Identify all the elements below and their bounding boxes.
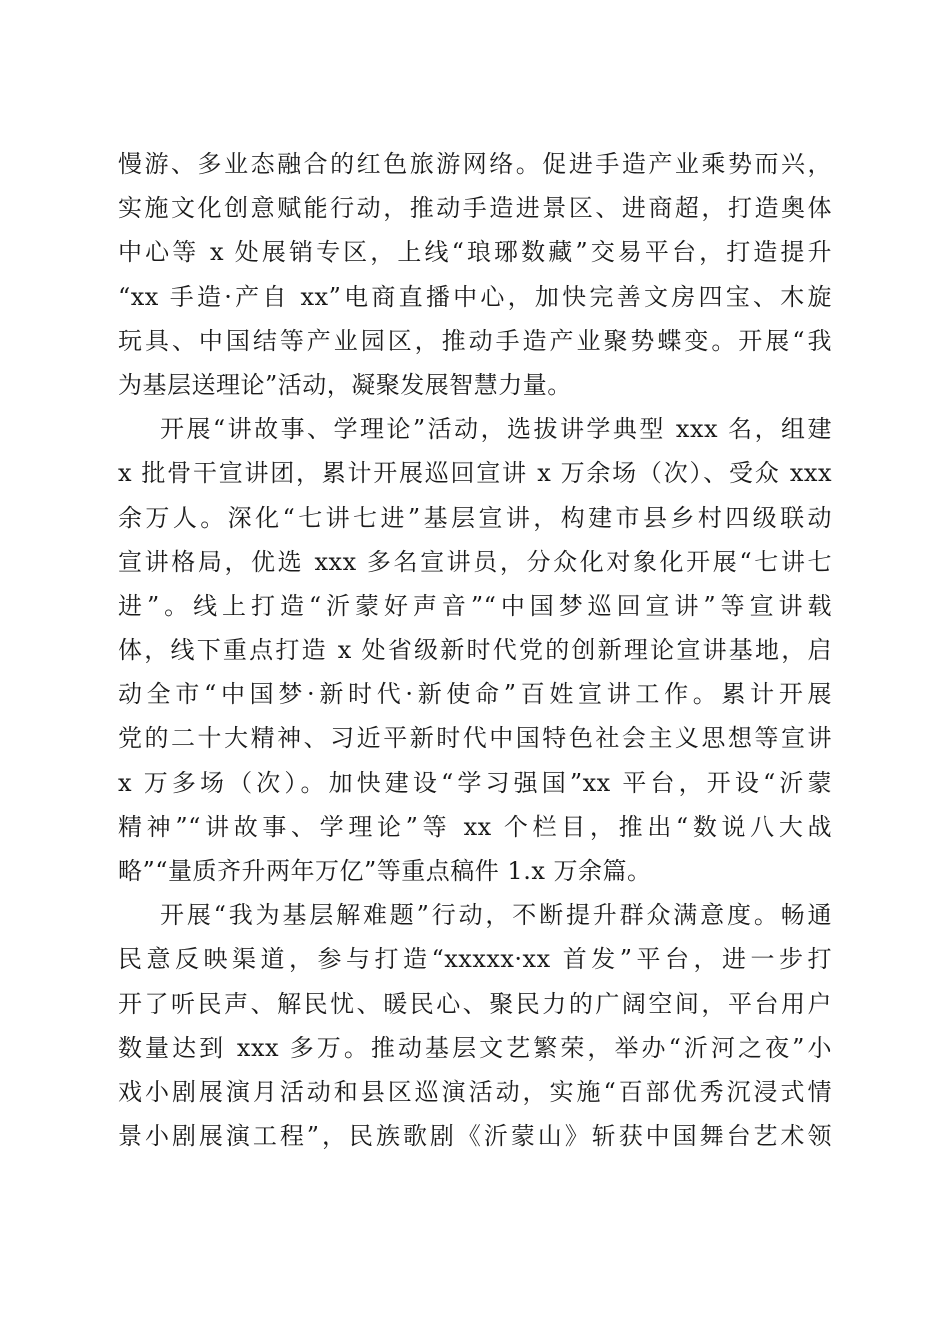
text-line: 进”。线上打造“沂蒙好声音”“中国梦巡回宣讲”等宣讲载 [118, 591, 832, 620]
text-line: 动全市“中国梦·新时代·新使命”百姓宣讲工作。累计开展 [118, 680, 832, 709]
document-body [118, 142, 832, 1158]
text-line: 戏小剧展演月活动和县区巡演活动，实施“百部优秀沉浸式情 [118, 1077, 832, 1106]
text-line: 党的二十大精神、习近平新时代中国特色社会主义思想等宣讲 [118, 724, 832, 753]
text-line: 开展“讲故事、学理论”活动，选拔讲学典型 xxx 名，组建 [160, 415, 832, 444]
text-line: 数量达到 xxx 多万。推动基层文艺繁荣，举办“沂河之夜”小 [118, 1033, 832, 1062]
text-line: “xx 手造·产自 xx”电商直播中心，加快完善文房四宝、木旋 [118, 282, 832, 311]
text-line: 中心等 x 处展销专区，上线“琅琊数藏”交易平台，打造提升 [118, 238, 832, 267]
text-line: 略”“量质齐升两年万亿”等重点稿件 1.x 万余篇。 [118, 857, 652, 885]
text-line: 宣讲格局，优选 xxx 多名宣讲员，分众化对象化开展“七讲七 [118, 547, 832, 576]
text-line: 体，线下重点打造 x 处省级新时代党的创新理论宣讲基地，启 [118, 636, 832, 665]
text-line: 余万人。深化“七讲七进”基层宣讲，构建市县乡村四级联动 [118, 503, 832, 532]
text-line: x 万多场（次）。加快建设“学习强国”xx 平台，开设“沂蒙 [118, 768, 832, 797]
text-line: 景小剧展演工程”，民族歌剧《沂蒙山》斩获中国舞台艺术领 [118, 1122, 832, 1151]
text-line: 精神”“讲故事、学理论”等 xx 个栏目，推出“数说八大战 [118, 812, 832, 841]
text-line: 为基层送理论”活动，凝聚发展智慧力量。 [118, 370, 572, 399]
text-line: 慢游、多业态融合的红色旅游网络。促进手造产业乘势而兴， [118, 150, 832, 178]
text-line: 开展“我为基层解难题”行动，不断提升群众满意度。畅通 [160, 901, 832, 930]
text-line: 玩具、中国结等产业园区，推动手造产业聚势蝶变。开展“我 [118, 326, 832, 355]
text-line: x 批骨干宣讲团，累计开展巡回宣讲 x 万余场（次）、受众 xxx [118, 459, 832, 488]
text-line: 民意反映渠道，参与打造“xxxxx·xx 首发”平台，进一步打 [118, 945, 832, 974]
text-line: 实施文化创意赋能行动，推动手造进景区、进商超，打造奥体 [118, 194, 832, 223]
text-line: 开了听民声、解民忧、暖民心、聚民力的广阔空间，平台用户 [118, 989, 832, 1018]
